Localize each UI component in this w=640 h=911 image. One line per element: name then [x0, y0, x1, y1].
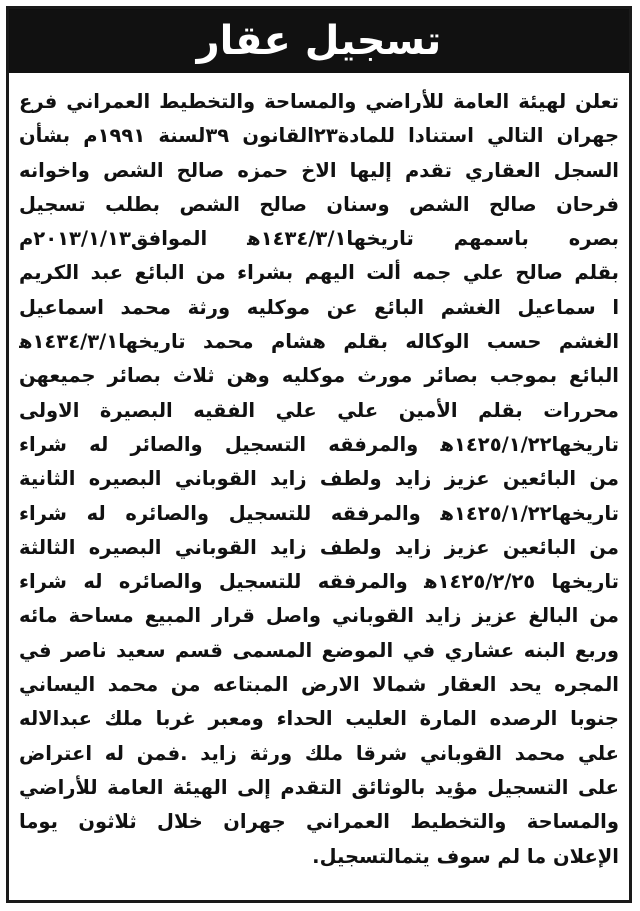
notice-line: وربع البنه عشاري في الموضع المسمى قسم سعيد ناصر في	[19, 638, 619, 662]
notice-line: تاريخها ١٤٢٥/٢/٢٥ﻫ والمرفقه للتسجيل والصائره له شراء	[19, 570, 619, 594]
notice-line: الغشم حسب الوكاله بقلم هشام محمد تاريخها١٤٣٤/٣/١ﻫ	[19, 330, 619, 354]
notice-line: من البائعين عزيز زايد ولطف زايد القوباني البصيره الثالثة	[19, 535, 619, 559]
notice-box	[6, 6, 632, 903]
notice-line: البائع بموجب بصائر مورث موكليه وهن ثلاث بصائر جميعهن	[19, 364, 619, 388]
notice-line: الإعلان ما لم سوف يتمالتسجيل.	[312, 844, 619, 868]
notice-title: تسجيل عقار	[196, 18, 442, 64]
title-bar	[9, 9, 629, 73]
notice-body	[19, 85, 619, 874]
notice-line: تاريخها١٤٢٥/١/٢٢ﻫ والمرفقه للتسجيل والصائره له شراء	[19, 501, 619, 525]
notice-line: المجره يحد العقار شمالا الارض المبتاعه من محمد اليساني	[19, 673, 619, 697]
notice-line: بصره باسمهم تاريخها١٤٣٤/٣/١ﻫ الموافق٢٠١٣/١/١٣م	[19, 227, 619, 251]
notice-line: السجل العقاري تقدم إليها الاخ حمزه صالح الشص واخوانه	[19, 158, 619, 182]
notice-line: علي محمد القوباني شرقا ملك ورثة زايد .فمن له اعتراض	[19, 741, 619, 765]
notice-line: على التسجيل مؤيد بالوثائق التقدم إلى الهيئة العامة للأراضي	[19, 775, 619, 799]
notice-line: محررات بقلم الأمين علي علي الفقيه البصيرة الاولى	[19, 398, 619, 422]
notice-line: ا سماعيل الغشم البائع عن موكليه ورثة محمد اسماعيل	[19, 295, 619, 319]
notice-line: تعلن لهيئة العامة للأراضي والمساحة والتخطيط العمراني فرع	[19, 90, 619, 113]
notice-line: والمساحة والتخطيط العمراني جهران خلال ثلاثون يوما	[19, 810, 619, 834]
notice-line: جهران التالي استنادا للمادة٢٣القانون ٣٩لسنة ١٩٩١م بشأن	[19, 124, 619, 148]
notice-line: بقلم صالح علي جمه ألت اليهم بشراء من البائع عبد الكريم	[19, 261, 619, 285]
notice-line: تاريخها١٤٢٥/١/٢٢ﻫ والمرفقه التسجيل والصائر له شراء	[19, 432, 619, 456]
notice-line: من البائعين عزيز زايد ولطف زايد القوباني البصيره الثانية	[19, 467, 619, 491]
notice-line: جنوبا الرصده المارة العليب الحداء ومعبر غربا ملك عبدالاله	[19, 707, 619, 731]
notice-line: من البالغ عزيز زايد القوباني واصل قرار المبيع مساحة مائه	[19, 604, 619, 628]
notice-line: فرحان صالح الشص وسنان صالح الشص بطلب تسجيل	[19, 192, 619, 216]
